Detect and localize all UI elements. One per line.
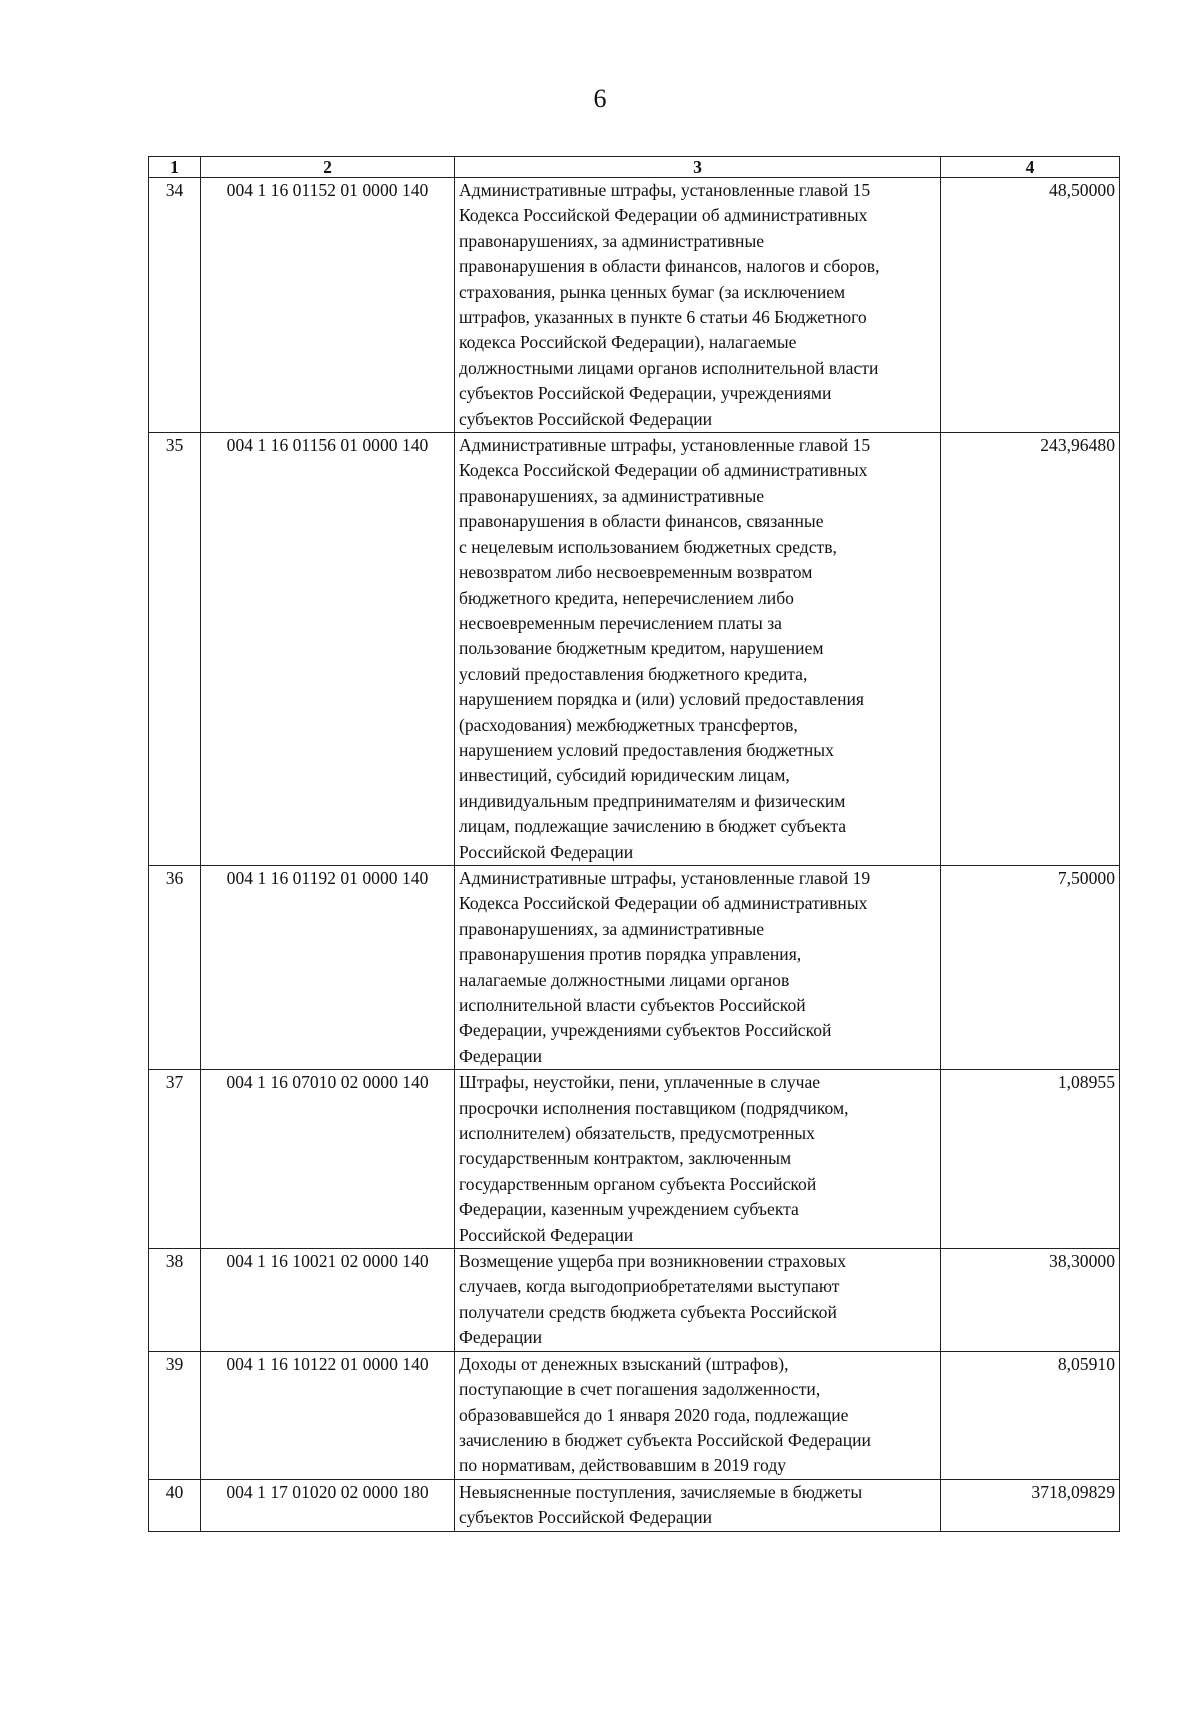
description-line: пользование бюджетным кредитом, нарушением bbox=[459, 638, 824, 659]
amount: 3718,09829 bbox=[941, 1479, 1120, 1531]
description-line: Административные штрафы, установленные главой 15 bbox=[459, 180, 871, 200]
description-line: правонарушениях, за административные bbox=[459, 230, 765, 251]
description-line: Доходы от денежных взысканий (штрафов), bbox=[459, 1353, 789, 1374]
description-line: Штрафы, неустойки, пени, уплаченные в случае bbox=[459, 1072, 821, 1093]
budget-classification-code: 004 1 16 01192 01 0000 140 bbox=[201, 865, 455, 1069]
header-col-4: 4 bbox=[941, 157, 1120, 178]
description-line: поступающие в счет погашения задолженности, bbox=[459, 1379, 821, 1400]
budget-classification-code: 004 1 16 07010 02 0000 140 bbox=[201, 1070, 455, 1249]
description-line: образовавшейся до 1 января 2020 года, подлежащие bbox=[459, 1404, 849, 1425]
description-line: правонарушениях, за административные bbox=[459, 485, 765, 506]
amount: 7,50000 bbox=[941, 865, 1120, 1069]
description-line: инвестиций, субсидий юридическим лицам, bbox=[459, 765, 790, 786]
revenue-description bbox=[455, 1351, 941, 1479]
table-row bbox=[149, 178, 1120, 433]
amount: 48,50000 bbox=[941, 178, 1120, 433]
description-line: условий предоставления бюджетного кредита, bbox=[459, 663, 808, 684]
revenue-table bbox=[148, 156, 1120, 1532]
header-col-3: 3 bbox=[455, 157, 941, 178]
description-line: Российской Федерации bbox=[459, 841, 634, 862]
description-line: государственным контрактом, заключенным bbox=[459, 1148, 792, 1169]
amount: 8,05910 bbox=[941, 1351, 1120, 1479]
row-number: 35 bbox=[149, 433, 201, 866]
header-col-2: 2 bbox=[201, 157, 455, 178]
description-line: нарушением условий предоставления бюджетных bbox=[459, 739, 834, 760]
description-line: с нецелевым использованием бюджетных средств, bbox=[459, 536, 837, 557]
description-line: исполнителем) обязательств, предусмотренных bbox=[459, 1123, 815, 1144]
revenue-description bbox=[455, 1249, 941, 1352]
header-row bbox=[149, 157, 1120, 178]
header-col-1: 1 bbox=[149, 157, 201, 178]
description-line: государственным органом субъекта Российской bbox=[459, 1173, 817, 1194]
description-line: правонарушениях, за административные bbox=[459, 918, 765, 939]
description-line: Кодекса Российской Федерации об административных bbox=[459, 893, 868, 914]
revenue-description bbox=[455, 1479, 941, 1531]
description-line: Возмещение ущерба при возникновении страховых bbox=[459, 1251, 847, 1272]
amount: 38,30000 bbox=[941, 1249, 1120, 1352]
page-number: 6 bbox=[593, 84, 607, 113]
table-row bbox=[149, 1249, 1120, 1352]
amount: 243,96480 bbox=[941, 433, 1120, 866]
description-line: субъектов Российской Федерации bbox=[459, 1507, 713, 1528]
row-number: 40 bbox=[149, 1479, 201, 1531]
description-line: Федерации, учреждениями субъектов Российской bbox=[459, 1020, 832, 1041]
description-line: субъектов Российской Федерации bbox=[459, 408, 713, 429]
description-line: штрафов, указанных в пункте 6 статьи 46 Бюджетного bbox=[459, 307, 867, 328]
description-line: случаев, когда выгодоприобретателями выступают bbox=[459, 1276, 840, 1297]
description-line: исполнительной власти субъектов Российской bbox=[459, 995, 806, 1015]
description-line: нарушением порядка и (или) условий предоставления bbox=[459, 689, 864, 710]
amount: 1,08955 bbox=[941, 1070, 1120, 1249]
description-line: Административные штрафы, установленные главой 15 bbox=[459, 435, 871, 456]
table-row bbox=[149, 865, 1120, 1069]
description-line: Административные штрафы, установленные главой 19 bbox=[459, 867, 871, 888]
description-line: Федерации bbox=[459, 1327, 543, 1348]
description-line: зачислению в бюджет субъекта Российской Федерации bbox=[459, 1429, 871, 1450]
description-line: просрочки исполнения поставщиком (подрядчиком, bbox=[459, 1097, 849, 1118]
description-line: страхования, рынка ценных бумаг (за исключением bbox=[459, 281, 846, 302]
revenue-description bbox=[455, 178, 941, 433]
description-line: Кодекса Российской Федерации об административных bbox=[459, 460, 868, 481]
description-line: налагаемые должностными лицами органов bbox=[459, 969, 790, 990]
description-line: несвоевременным перечислением платы за bbox=[459, 612, 782, 633]
revenue-description bbox=[455, 433, 941, 866]
description-line: получатели средств бюджета субъекта Российской bbox=[459, 1301, 837, 1322]
budget-classification-code: 004 1 17 01020 02 0000 180 bbox=[201, 1479, 455, 1531]
description-line: бюджетного кредита, неперечислением либо bbox=[459, 587, 794, 608]
row-number: 37 bbox=[149, 1070, 201, 1249]
description-line: Невыясненные поступления, зачисляемые в бюджеты bbox=[459, 1481, 863, 1502]
description-line: кодекса Российской Федерации), налагаемые bbox=[459, 332, 797, 353]
description-line: Федерации bbox=[459, 1045, 543, 1066]
revenue-description bbox=[455, 865, 941, 1069]
description-line: Кодекса Российской Федерации об административных bbox=[459, 205, 868, 226]
table-row bbox=[149, 1070, 1120, 1249]
description-line: Российской Федерации bbox=[459, 1224, 634, 1245]
description-line: невозвратом либо несвоевременным возвратом bbox=[459, 562, 813, 583]
table-row bbox=[149, 433, 1120, 866]
revenue-description bbox=[455, 1070, 941, 1249]
description-line: по нормативам, действовавшим в 2019 году bbox=[459, 1455, 787, 1476]
description-line: правонарушения в области финансов, связанные bbox=[459, 511, 824, 532]
description-line: должностными лицами органов исполнительной власти bbox=[459, 357, 879, 378]
table-row bbox=[149, 1351, 1120, 1479]
budget-classification-code: 004 1 16 01152 01 0000 140 bbox=[201, 178, 455, 433]
table-row bbox=[149, 1479, 1120, 1531]
description-line: Федерации, казенным учреждением субъекта bbox=[459, 1199, 799, 1220]
budget-classification-code: 004 1 16 10021 02 0000 140 bbox=[201, 1249, 455, 1352]
row-number: 39 bbox=[149, 1351, 201, 1479]
budget-classification-code: 004 1 16 10122 01 0000 140 bbox=[201, 1351, 455, 1479]
description-line: лицам, подлежащие зачислению в бюджет субъекта bbox=[459, 816, 847, 837]
description-line: субъектов Российской Федерации, учреждениями bbox=[459, 383, 832, 404]
row-number: 36 bbox=[149, 865, 201, 1069]
description-line: правонарушения в области финансов, налогов и сборов, bbox=[459, 256, 880, 277]
description-line: правонарушения против порядка управления, bbox=[459, 944, 802, 965]
description-line: индивидуальным предпринимателям и физическим bbox=[459, 790, 846, 811]
budget-classification-code: 004 1 16 01156 01 0000 140 bbox=[201, 433, 455, 866]
row-number: 34 bbox=[149, 178, 201, 433]
description-line: (расходования) межбюджетных трансфертов, bbox=[459, 714, 798, 735]
row-number: 38 bbox=[149, 1249, 201, 1352]
